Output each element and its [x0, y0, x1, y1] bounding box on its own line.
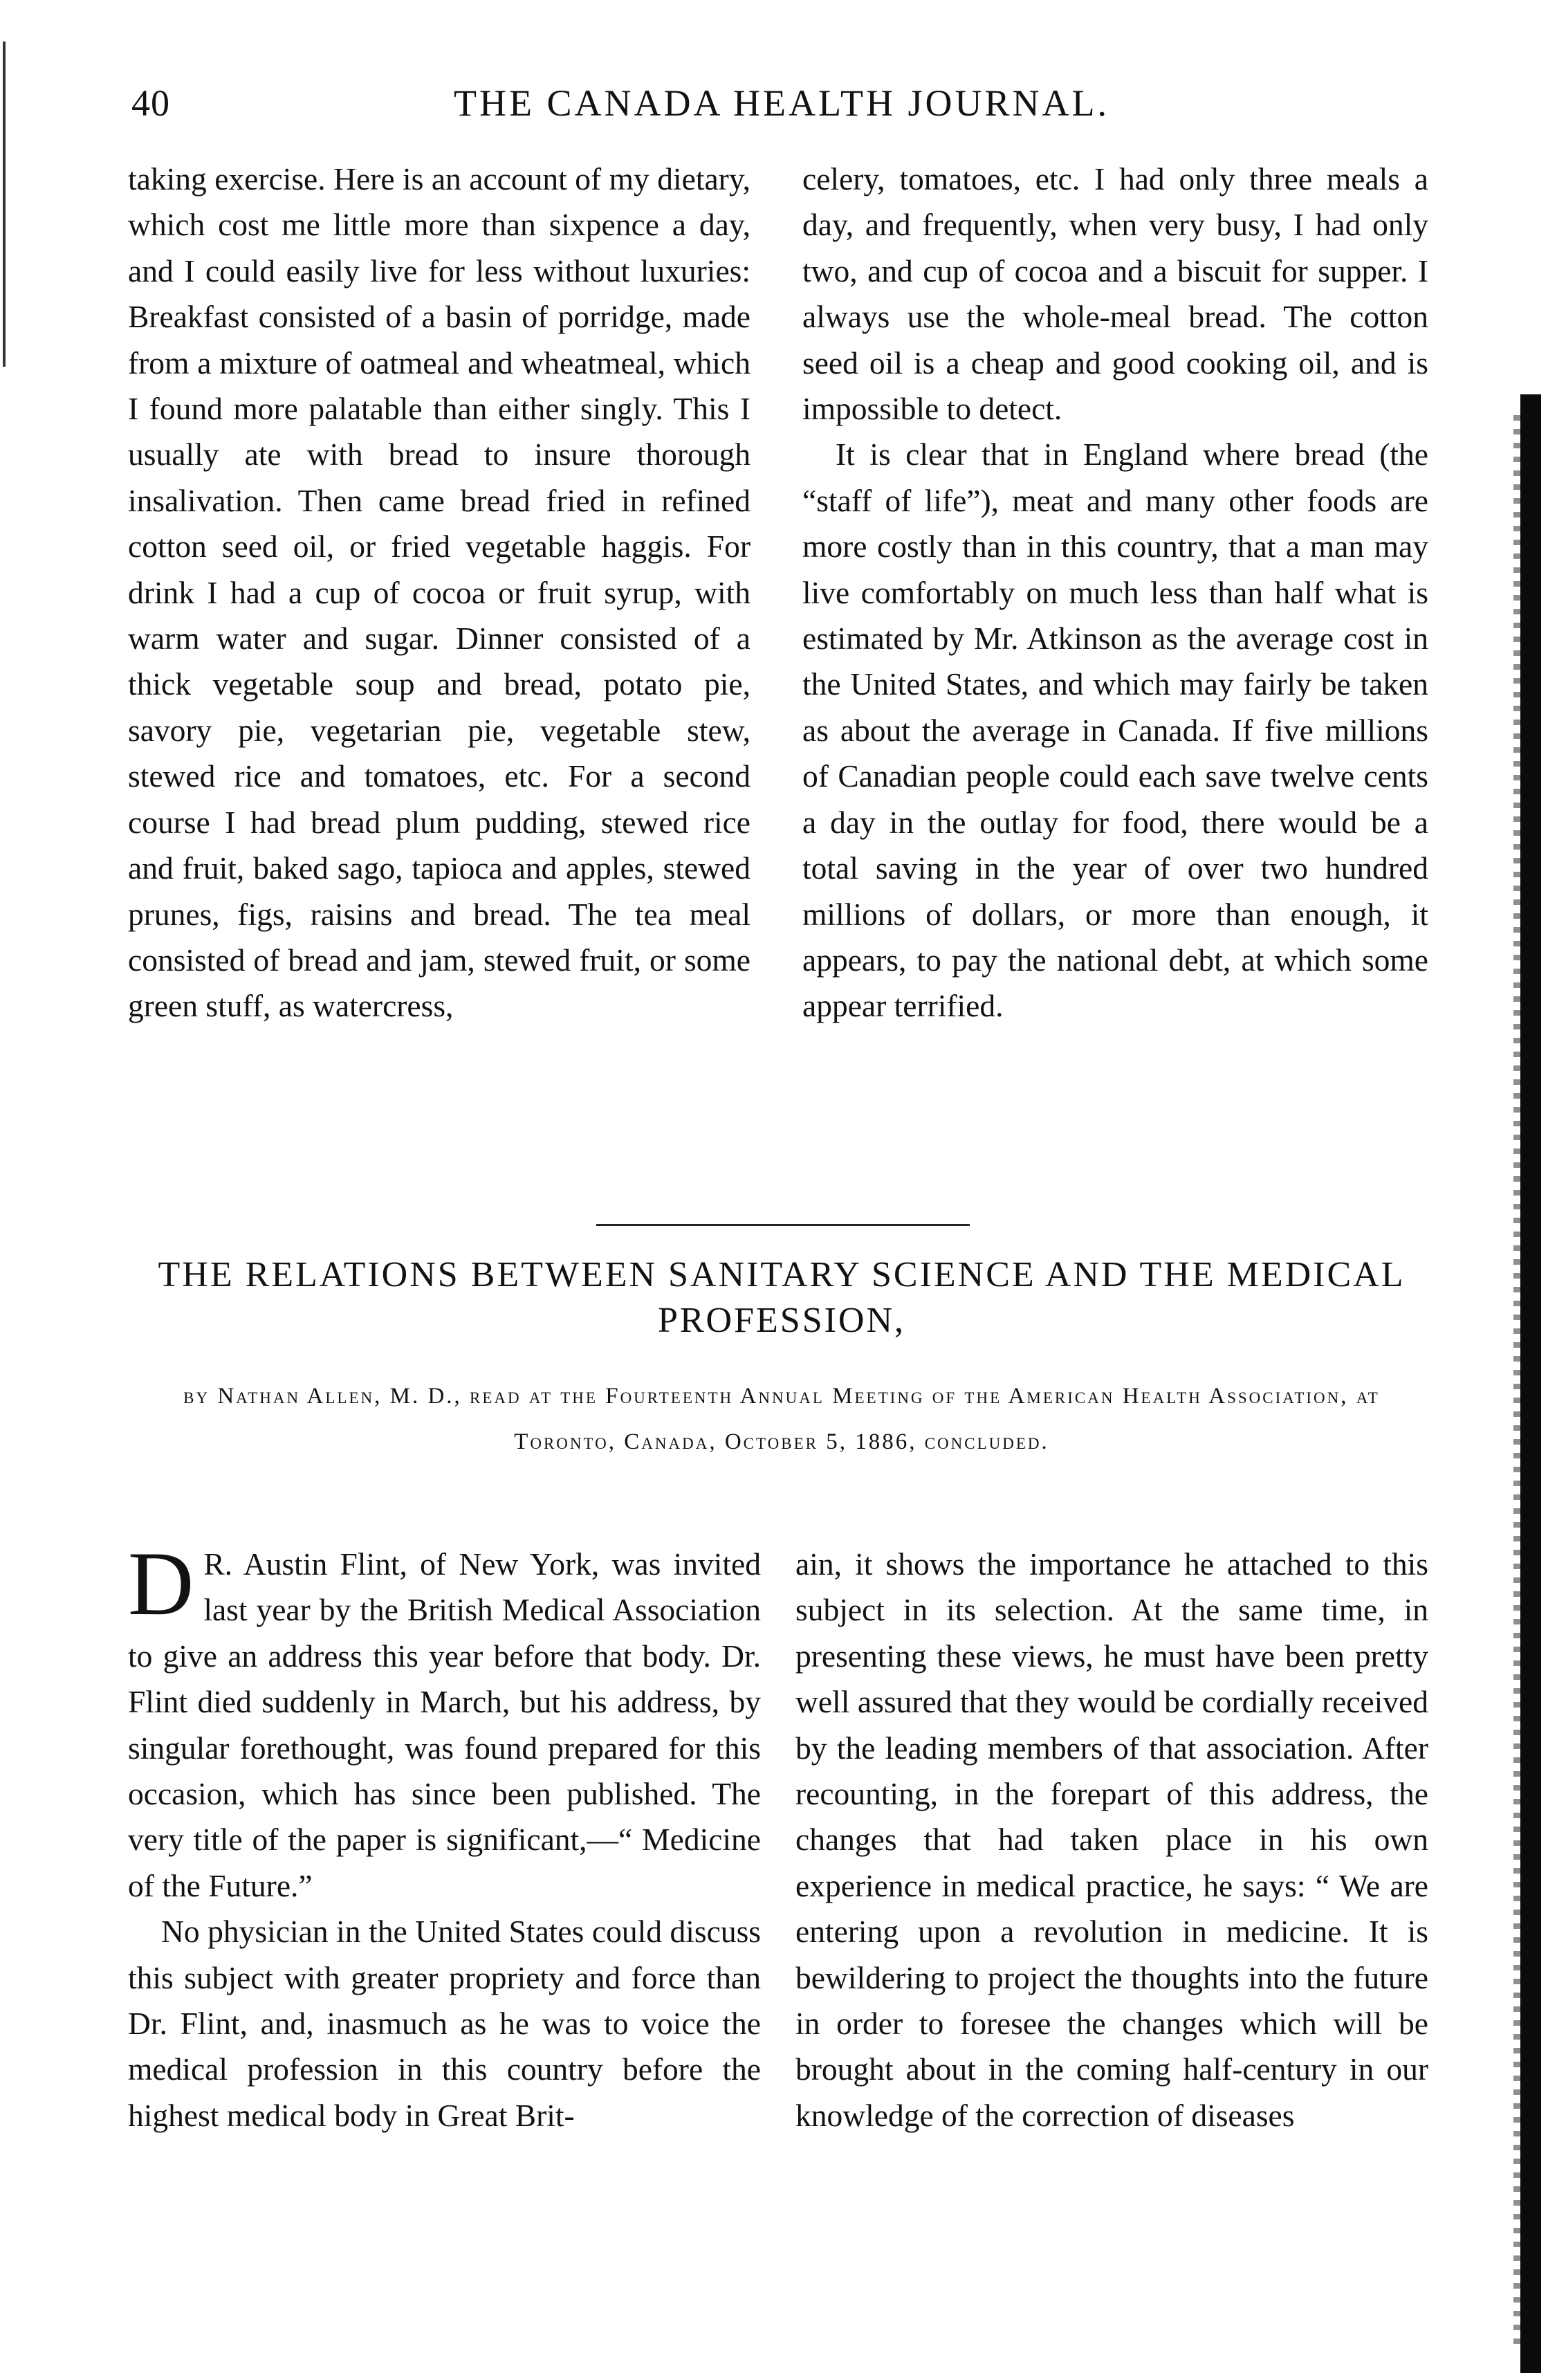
paragraph: taking exercise. Here is an account of my dietary, which cost me little more than sixpence a day, and I could easily live for less without luxuries: Breakfast consisted of a basin of porridge, made from a mixture of oatmeal and wheatmeal, which I found more palatable than either singly. This I usually ate with bread to insure thorough insalivation. Then came bread fried in refined cotton seed oil, or fried vegetable haggis. For drink I had a cup of cocoa or fruit syrup, with warm water and sugar. Dinner consisted of a thick vegetable soup and bread, potato pie, savory pie, vegetarian pie, vegetable stew, stewed rice and tomatoes, etc. For a second course I had bread plum pudding, stewed rice and fruit, baked sago, tapioca and apples, stewed prunes, figs, raisins and bread. The tea meal consisted of bread and jam, stewed fruit, or some green stuff, as watercress,: [128, 161, 750, 1024]
paragraph: [128, 1532, 761, 1909]
scan-edge-noise: [1513, 415, 1520, 2352]
paragraph: It is clear that in England where bread (the “staff of life”), meat and many other foods are more costly than in this country, that a man may live comfortably on much less than half what is estimated by Mr. Atkinson as the average cost in the United States, and which may fairly be taken as about the average in Canada. If five millions of Canadian people could each save twelve cents a day in the outlay for food, there would be a total saving in the year of over two hundred millions of dollars, or more than enough, it appears, to pay the national debt, at which some appear terrified.: [802, 437, 1428, 1024]
article-right-column: [795, 1541, 1428, 2139]
article-title: THE RELATIONS BETWEEN SANITARY SCIENCE AND THE MEDICAL PROFESSION,: [158, 1255, 1406, 1340]
paragraph: No physician in the United States could discuss this subject with greater propriety and force than Dr. Flint, and, inasmuch as he was to voice the medical profession in this country before the highest medical body in Great Brit-: [128, 1914, 761, 2133]
scan-edge-bar: [1520, 394, 1541, 2373]
drop-cap: D: [128, 1532, 194, 1634]
section-divider: [596, 1224, 970, 1226]
paragraph: ain, it shows the importance he attached to this subject in its selection. At the same time, in presenting these views, he must have been pretty well assured that they would be cordially received by the leading members of that association. After recounting, in the forepart of this address, the changes that had taken place in his own experience in medical practice, he says: “ We are entering upon a revolution in medicine. It is bewildering to project the thoughts into the future in order to foresee the changes which will be brought about in the coming half-century in our knowledge of the correction of diseases: [795, 1546, 1428, 2133]
article-left-column: [128, 1532, 761, 2139]
running-title: THE CANADA HEALTH JOURNAL.: [454, 82, 1109, 124]
scan-edge-mark: [3, 42, 6, 367]
article-byline: by Nathan Allen, M. D., read at the Fourteenth Annual Meeting of the American Health Association, at Toronto, Canada, October 5, 1886, concluded.: [183, 1384, 1380, 1454]
top-left-column: [128, 156, 750, 1029]
top-right-column: [802, 156, 1428, 1029]
page-header: [131, 82, 1432, 144]
page-number: 40: [131, 82, 170, 124]
paragraph: celery, tomatoes, etc. I had only three meals a day, and frequently, when very busy, I had only two, and cup of cocoa and a biscuit for supper. I always use the whole-meal bread. The cotton seed oil is a cheap and good cooking oil, and is impossible to detect.: [802, 161, 1428, 427]
paragraph-text: R. Austin Flint, of New York, was invited last year by the British Medical Association to give an address this year before that body. Dr. Flint died suddenly in March, but his address, by singular forethought, was found prepared for this occasion, which has since been published. The very title of the paper is significant,—“ Medicine of the Future.”: [128, 1546, 761, 1903]
